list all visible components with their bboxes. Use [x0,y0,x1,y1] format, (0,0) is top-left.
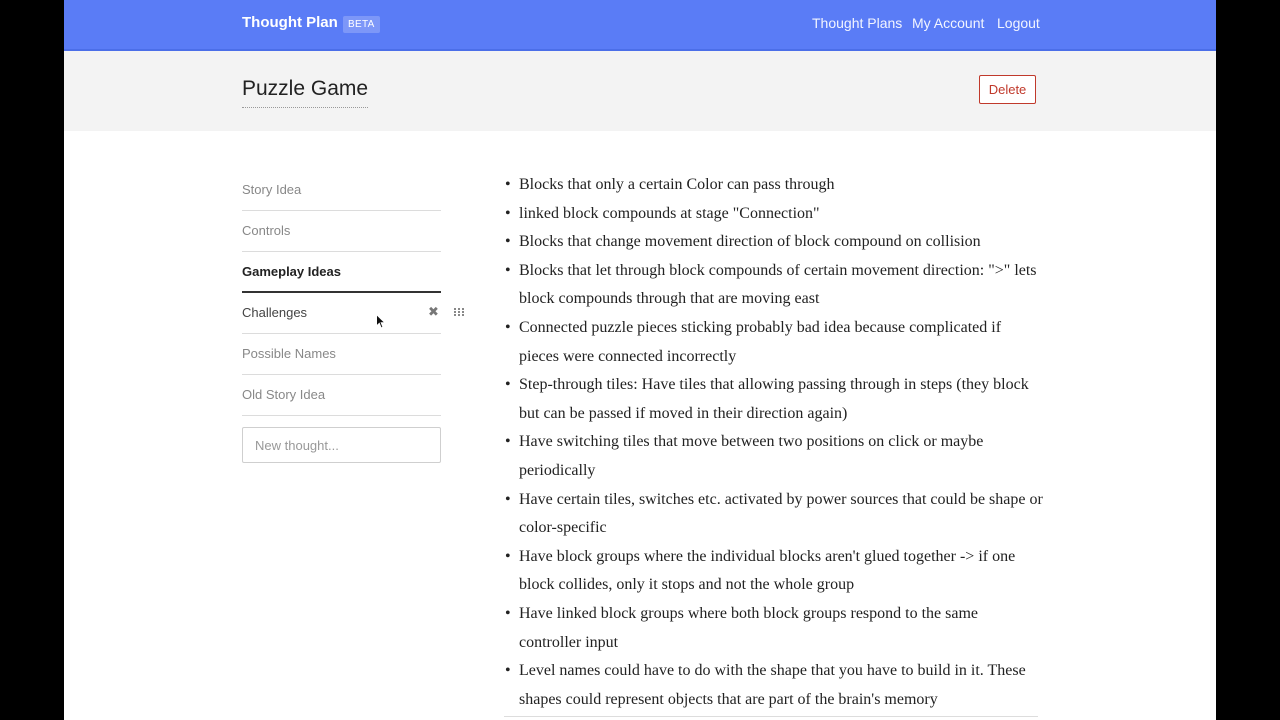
thought-bullet-list [504,171,1044,714]
sidebar-item-label: Old Story Idea [242,387,326,402]
drag-handle-icon[interactable] [454,308,466,316]
content-divider [504,716,1038,717]
thought-content [504,171,1044,714]
sidebar-item-label: Gameplay Ideas [242,264,341,279]
sidebar-item-label: Controls [242,223,291,238]
nav-thought-plans-link[interactable]: Thought Plans [812,15,903,31]
nav-logout-link[interactable]: Logout [997,15,1040,31]
list-item[interactable]: • Have linked block groups where both block groups respond to the same controller input [519,600,1044,657]
app-window [64,0,1216,720]
top-navbar [64,0,1216,51]
sidebar-item-possible-names[interactable] [242,334,441,375]
beta-badge: BETA [343,16,380,33]
delete-button[interactable]: Delete [979,75,1036,104]
list-item[interactable]: • Blocks that let through block compounds of certain movement direction: ">" lets block compounds through that are moving east [519,257,1044,314]
new-thought-input[interactable] [242,427,441,463]
sidebar-item-label: Story Idea [242,182,302,197]
sidebar-item-gameplay-ideas[interactable] [242,252,441,293]
list-item[interactable]: • Blocks that only a certain Color can pass through [519,171,1044,200]
list-item[interactable]: • Have block groups where the individual blocks aren't glued together -> if one block collides, only it stops and not the whole group [519,543,1044,600]
sidebar-item-challenges[interactable] [242,293,441,334]
thought-sidebar [242,170,441,416]
close-icon[interactable]: ✖ [428,304,439,319]
brand-logo[interactable]: Thought Plan [242,14,338,31]
nav-my-account-link[interactable]: My Account [912,15,985,31]
sidebar-item-old-story-idea[interactable] [242,375,441,416]
sidebar-item-story-idea[interactable] [242,170,441,211]
sidebar-item-label: Possible Names [242,346,336,361]
page-title[interactable]: Puzzle Game [242,77,368,108]
list-item[interactable]: • Level names could have to do with the shape that you have to build in it. These shapes could represent objects that are part of the brain's memory [519,657,1044,714]
list-item[interactable]: • linked block compounds at stage "Connection" [519,200,1044,229]
list-item[interactable]: • Blocks that change movement direction of block compound on collision [519,228,1044,257]
sidebar-item-label: Challenges [242,305,308,320]
list-item[interactable]: • Have switching tiles that move between two positions on click or maybe periodically [519,428,1044,485]
mouse-pointer-icon [376,314,386,330]
list-item[interactable]: • Connected puzzle pieces sticking probably bad idea because complicated if pieces were connected incorrectly [519,314,1044,371]
list-item[interactable]: • Have certain tiles, switches etc. activated by power sources that could be shape or color-specific [519,486,1044,543]
page-header [64,51,1216,131]
list-item[interactable]: • Step-through tiles: Have tiles that allowing passing through in steps (they block but can be passed if moved in their direction again) [519,371,1044,428]
sidebar-item-controls[interactable] [242,211,441,252]
